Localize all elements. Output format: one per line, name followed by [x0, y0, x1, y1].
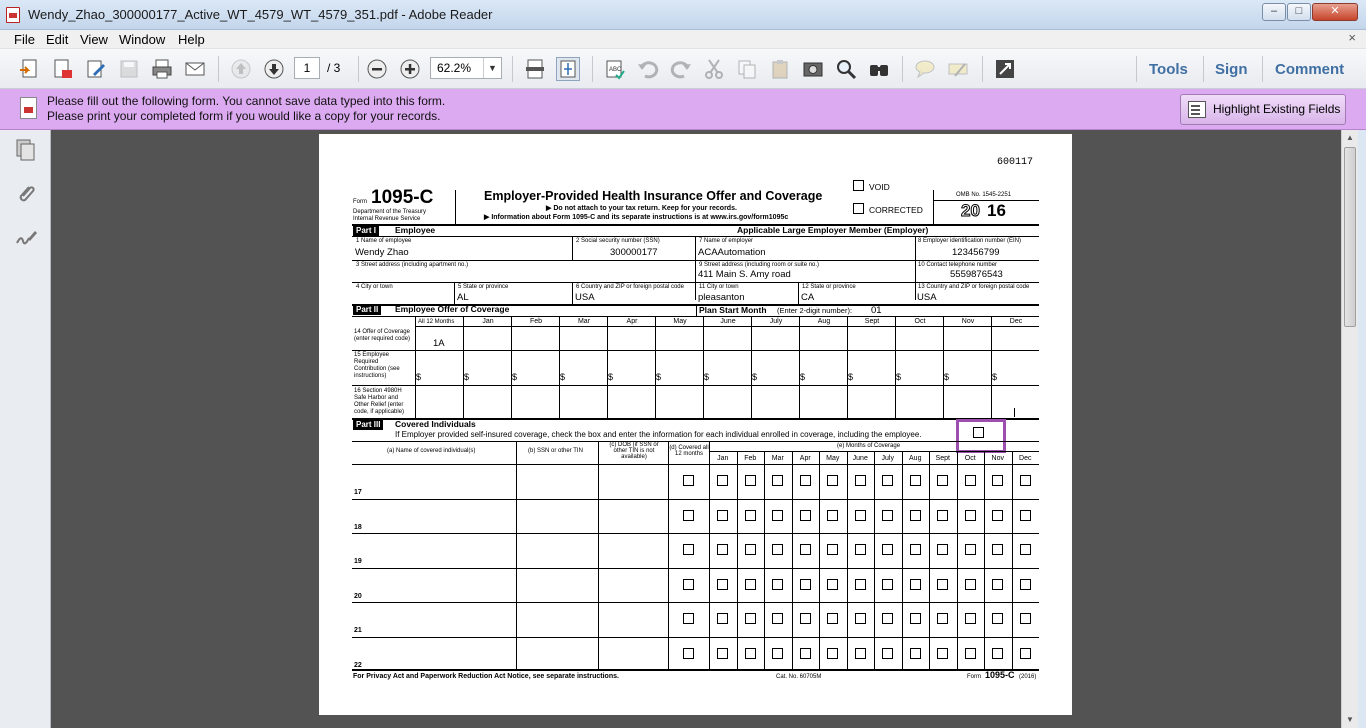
- month-checkbox-oct[interactable]: [965, 475, 976, 486]
- month-checkbox-may[interactable]: [827, 475, 838, 486]
- grid-rule: [511, 316, 512, 418]
- tools-link[interactable]: Tools: [1149, 61, 1188, 78]
- grid-rule: [799, 316, 800, 418]
- row-number: 18: [354, 524, 362, 531]
- copy-icon[interactable]: [735, 57, 759, 81]
- highlight-fields-icon: [1188, 101, 1206, 118]
- catalog-number: Cat. No. 60705M: [776, 674, 822, 680]
- month-checkbox-may[interactable]: [827, 648, 838, 659]
- month-header-aug: Aug: [817, 318, 831, 325]
- spell-check-icon[interactable]: [603, 57, 627, 81]
- state-label: 5 State or province: [458, 284, 509, 290]
- month-checkbox-jan[interactable]: [717, 544, 728, 555]
- month-checkbox-july[interactable]: [882, 613, 893, 624]
- month-header-may: May: [673, 318, 687, 325]
- footer-form-number: 1095-C: [985, 670, 1015, 680]
- row-number: 22: [354, 662, 362, 669]
- highlight-text-icon[interactable]: [946, 57, 970, 81]
- export-pdf-icon[interactable]: [51, 57, 75, 81]
- dollar-sign: $: [704, 372, 710, 382]
- next-page-icon[interactable]: [262, 57, 286, 81]
- all-12-months-header: All 12 Months: [418, 319, 455, 325]
- close-button[interactable]: ✕: [1312, 3, 1358, 21]
- month-checkbox-feb[interactable]: [745, 648, 756, 659]
- grid-rule: [352, 602, 1039, 603]
- month-checkbox-june[interactable]: [855, 544, 866, 555]
- month-checkbox-dec[interactable]: [1020, 579, 1031, 590]
- employer-state-label: 12 State or province: [802, 284, 856, 290]
- month-checkbox-mar[interactable]: [772, 648, 783, 659]
- tax-year: 16: [987, 201, 1006, 220]
- menu-bar: [0, 30, 1366, 49]
- month-checkbox-sept[interactable]: [937, 613, 948, 624]
- month-header-feb: Feb: [529, 318, 543, 325]
- full-screen-icon[interactable]: [993, 57, 1017, 81]
- grid-rule: [352, 533, 1039, 534]
- scroll-down-icon[interactable]: ▼: [1346, 715, 1354, 724]
- month-checkbox-may[interactable]: [827, 510, 838, 521]
- form-title: Employer-Provided Health Insurance Offer and Coverage: [484, 189, 823, 203]
- row-number: 20: [354, 593, 362, 600]
- signatures-icon[interactable]: [14, 226, 38, 250]
- month-checkbox-july[interactable]: [882, 648, 893, 659]
- grid-rule: [559, 316, 560, 418]
- dollar-sign: $: [752, 372, 758, 382]
- month-checkbox-june[interactable]: [855, 648, 866, 659]
- line-14-all-months-field[interactable]: 1A: [433, 338, 445, 349]
- month-checkbox-sept[interactable]: [937, 544, 948, 555]
- grid-rule: [352, 499, 1039, 500]
- form-icon: [20, 97, 37, 119]
- month-checkbox-oct[interactable]: [965, 544, 976, 555]
- part-3-label: Part III: [353, 420, 383, 430]
- row-number: 21: [354, 627, 362, 634]
- coverage-month-july: July: [881, 455, 894, 462]
- month-checkbox-june[interactable]: [855, 475, 866, 486]
- dollar-sign: $: [464, 372, 470, 382]
- paste-icon[interactable]: [768, 57, 792, 81]
- grid-rule: [463, 316, 464, 418]
- part-2-title: Employee Offer of Coverage: [395, 304, 510, 314]
- highlight-existing-fields-button[interactable]: [1180, 94, 1346, 125]
- dollar-sign: $: [896, 372, 902, 382]
- month-header-june: June: [720, 318, 736, 325]
- employer-city-label: 11 City or town: [699, 284, 739, 290]
- edit-form-icon[interactable]: [84, 57, 108, 81]
- undo-icon[interactable]: [636, 57, 660, 81]
- month-header-sept: Sept: [864, 318, 880, 325]
- all-12-months-checkbox[interactable]: [683, 544, 694, 555]
- month-header-nov: Nov: [961, 318, 975, 325]
- part-3-instructions: If Employer provided self-insured coverage, check the box and enter the information for each individual enrolled in coverage, including the employee.: [395, 430, 922, 439]
- col-a-header: (a) Name of covered individual(s): [387, 448, 476, 454]
- coverage-month-mar: Mar: [771, 455, 784, 462]
- plan-start-field[interactable]: 01: [871, 305, 882, 316]
- previous-page-icon[interactable]: [229, 57, 253, 81]
- line-15-label: 15 Employee Required Contribution (see instructions): [354, 352, 400, 379]
- grid-rule: [516, 441, 517, 669]
- employer-street-field[interactable]: 411 Main S. Amy road: [698, 269, 791, 280]
- employer-name-label: 7 Name of employer: [699, 238, 754, 244]
- month-checkbox-apr[interactable]: [800, 613, 811, 624]
- employer-name-field[interactable]: ACAAutomation: [698, 247, 766, 258]
- title-bar: [0, 0, 1366, 30]
- street-address-label: 3 Street address (including apartment no.): [356, 262, 469, 268]
- row-number: 17: [354, 489, 362, 496]
- field-cursor: [1014, 408, 1015, 417]
- close-document-icon[interactable]: ×: [1348, 30, 1356, 45]
- employer-city-field[interactable]: pleasanton: [698, 292, 745, 303]
- month-checkbox-may[interactable]: [827, 613, 838, 624]
- void-checkbox[interactable]: [853, 180, 864, 191]
- footer-privacy-notice: For Privacy Act and Paperwork Reduction Act Notice, see separate instructions.: [353, 673, 619, 680]
- month-checkbox-june[interactable]: [855, 613, 866, 624]
- month-checkbox-mar[interactable]: [772, 544, 783, 555]
- dollar-sign: $: [656, 372, 662, 382]
- menu-file[interactable]: File: [14, 32, 35, 47]
- grid-rule: [751, 316, 752, 418]
- find-icon[interactable]: [834, 57, 858, 81]
- fit-width-icon[interactable]: [523, 57, 547, 81]
- email-icon[interactable]: [183, 57, 207, 81]
- month-checkbox-jan[interactable]: [717, 648, 728, 659]
- maximize-button[interactable]: □: [1287, 3, 1311, 21]
- dollar-sign: $: [512, 372, 518, 382]
- month-checkbox-dec[interactable]: [1020, 510, 1031, 521]
- month-checkbox-aug[interactable]: [910, 648, 921, 659]
- grid-rule: [668, 441, 669, 669]
- line-16-label: 16 Section 4980H Safe Harbor and Other Relief (enter code, if applicable): [354, 388, 405, 415]
- dept-line-2: Internal Revenue Service: [353, 216, 421, 222]
- month-checkbox-jan[interactable]: [717, 510, 728, 521]
- month-checkbox-feb[interactable]: [745, 510, 756, 521]
- month-checkbox-nov[interactable]: [992, 613, 1003, 624]
- grid-rule: [943, 316, 944, 418]
- grid-rule: [655, 316, 656, 418]
- ssn-label: 2 Social security number (SSN): [576, 238, 660, 244]
- col-c-header: (c) DOB (if SSN or other TIN is not available): [609, 442, 659, 460]
- month-checkbox-july[interactable]: [882, 475, 893, 486]
- void-label: VOID: [869, 182, 890, 192]
- dollar-sign: $: [416, 372, 422, 382]
- menu-view[interactable]: View: [80, 32, 108, 47]
- month-checkbox-sept[interactable]: [937, 648, 948, 659]
- month-header-dec: Dec: [1009, 318, 1023, 325]
- month-checkbox-may[interactable]: [827, 579, 838, 590]
- phone-field[interactable]: 5559876543: [950, 269, 1003, 280]
- omb-number: OMB No. 1545-2251: [956, 192, 1012, 198]
- coverage-month-june: June: [852, 455, 868, 462]
- footer-form-label: Form: [967, 674, 981, 680]
- self-insured-checkbox-highlight: [956, 419, 1006, 453]
- form-code: 600117: [997, 157, 1034, 168]
- month-checkbox-oct[interactable]: [965, 613, 976, 624]
- grid-rule: [352, 464, 1039, 465]
- ein-field[interactable]: 123456799: [952, 247, 1000, 258]
- month-checkbox-apr[interactable]: [800, 544, 811, 555]
- dollar-sign: $: [848, 372, 854, 382]
- month-checkbox-june[interactable]: [855, 579, 866, 590]
- navigation-panel: [0, 130, 51, 728]
- month-checkbox-apr[interactable]: [800, 648, 811, 659]
- month-checkbox-dec[interactable]: [1020, 648, 1031, 659]
- grid-rule: [415, 316, 416, 418]
- month-checkbox-jan[interactable]: [717, 613, 728, 624]
- window-title: Wendy_Zhao_300000177_Active_WT_4579_WT_4579_351.pdf - Adobe Reader: [28, 7, 493, 22]
- ssn-field[interactable]: 300000177: [610, 247, 658, 258]
- zoom-out-icon[interactable]: [365, 57, 389, 81]
- vertical-scrollbar[interactable]: [1341, 130, 1358, 728]
- coverage-month-dec: Dec: [1019, 455, 1032, 462]
- col-e-header: (e) Months of Coverage: [837, 443, 901, 449]
- zoom-in-icon[interactable]: [398, 57, 422, 81]
- grid-rule: [352, 637, 1039, 638]
- form-label: Form: [353, 199, 367, 205]
- svg-text:ABC: ABC: [609, 67, 622, 73]
- month-checkbox-july[interactable]: [882, 510, 893, 521]
- month-checkbox-aug[interactable]: [910, 510, 921, 521]
- month-checkbox-mar[interactable]: [772, 579, 783, 590]
- month-checkbox-dec[interactable]: [1020, 544, 1031, 555]
- coverage-month-nov: Nov: [991, 455, 1004, 462]
- month-checkbox-nov[interactable]: [992, 544, 1003, 555]
- redo-icon[interactable]: [669, 57, 693, 81]
- pdf-page: [319, 134, 1072, 715]
- part-1-label: Part I: [353, 226, 379, 236]
- month-checkbox-sept[interactable]: [937, 579, 948, 590]
- month-checkbox-feb[interactable]: [745, 579, 756, 590]
- form-notice-bar: [0, 89, 1366, 130]
- highlight-button-label: Highlight Existing Fields: [1213, 102, 1341, 116]
- chevron-down-icon[interactable]: ▼: [483, 58, 501, 78]
- part-3-title: Covered Individuals: [395, 419, 476, 429]
- page-number-input[interactable]: 1: [294, 57, 320, 79]
- state-field[interactable]: AL: [457, 292, 469, 303]
- sign-link[interactable]: Sign: [1215, 61, 1248, 78]
- grid-rule: [598, 441, 599, 669]
- month-checkbox-mar[interactable]: [772, 510, 783, 521]
- month-checkbox-oct[interactable]: [965, 648, 976, 659]
- employer-section-title: Applicable Large Employer Member (Employer): [737, 225, 929, 235]
- month-checkbox-mar[interactable]: [772, 613, 783, 624]
- month-checkbox-jan[interactable]: [717, 475, 728, 486]
- grid-rule: [991, 316, 992, 418]
- part-2-label: Part II: [353, 305, 381, 315]
- month-checkbox-aug[interactable]: [910, 475, 921, 486]
- zoom-select[interactable]: [430, 57, 502, 79]
- month-checkbox-oct[interactable]: [965, 579, 976, 590]
- all-12-months-checkbox[interactable]: [683, 475, 694, 486]
- save-icon[interactable]: [117, 57, 141, 81]
- menu-edit[interactable]: Edit: [46, 32, 69, 47]
- attachments-icon[interactable]: [14, 182, 38, 206]
- month-checkbox-apr[interactable]: [800, 579, 811, 590]
- month-checkbox-nov[interactable]: [992, 579, 1003, 590]
- employee-name-field[interactable]: Wendy Zhao: [355, 247, 409, 258]
- month-checkbox-sept[interactable]: [937, 475, 948, 486]
- corrected-label: CORRECTED: [869, 205, 923, 215]
- all-12-months-checkbox[interactable]: [683, 613, 694, 624]
- all-12-months-checkbox[interactable]: [683, 648, 694, 659]
- month-header-apr: Apr: [626, 318, 638, 325]
- fit-page-icon[interactable]: [556, 57, 580, 81]
- dollar-sign: $: [608, 372, 614, 382]
- month-checkbox-mar[interactable]: [772, 475, 783, 486]
- month-checkbox-nov[interactable]: [992, 648, 1003, 659]
- form-subtitle-1: ▶ Do not attach to your tax return. Keep for your records.: [546, 205, 737, 212]
- month-checkbox-aug[interactable]: [910, 613, 921, 624]
- create-pdf-icon[interactable]: [18, 57, 42, 81]
- month-checkbox-jan[interactable]: [717, 579, 728, 590]
- scroll-up-icon[interactable]: ▲: [1346, 133, 1354, 142]
- month-checkbox-dec[interactable]: [1020, 613, 1031, 624]
- employee-name-label: 1 Name of employee: [356, 238, 412, 244]
- month-checkbox-dec[interactable]: [1020, 475, 1031, 486]
- employer-country-label: 13 Country and ZIP or foreign postal code: [918, 284, 1030, 290]
- coverage-month-may: May: [826, 455, 840, 462]
- print-icon[interactable]: [150, 57, 174, 81]
- plan-start-hint: (Enter 2-digit number):: [777, 306, 853, 315]
- dept-line-1: Department of the Treasury: [353, 209, 427, 215]
- all-12-months-checkbox[interactable]: [683, 510, 694, 521]
- dollar-sign: $: [992, 372, 998, 382]
- part-1-title: Employee: [395, 225, 436, 235]
- coverage-month-oct: Oct: [964, 455, 976, 462]
- grid-rule: [352, 385, 1039, 386]
- snapshot-icon[interactable]: [801, 57, 825, 81]
- menu-help[interactable]: Help: [178, 32, 205, 47]
- month-checkbox-aug[interactable]: [910, 544, 921, 555]
- employer-street-label: 9 Street address (including room or suite no.): [699, 262, 820, 268]
- country-zip-label: 6 Country and ZIP or foreign postal code: [576, 284, 684, 290]
- month-checkbox-sept[interactable]: [937, 510, 948, 521]
- advanced-search-icon[interactable]: [867, 57, 891, 81]
- coverage-month-aug: Aug: [909, 455, 922, 462]
- comment-link[interactable]: Comment: [1275, 61, 1345, 78]
- menu-window[interactable]: Window: [119, 32, 166, 47]
- dollar-sign: $: [944, 372, 950, 382]
- month-checkbox-apr[interactable]: [800, 475, 811, 486]
- month-checkbox-feb[interactable]: [745, 613, 756, 624]
- window-border: [1358, 130, 1366, 728]
- form-notice-text: [47, 94, 445, 124]
- coverage-month-jan: Jan: [717, 455, 729, 462]
- grid-rule: [352, 568, 1039, 569]
- sticky-note-icon[interactable]: [913, 57, 937, 81]
- month-checkbox-july[interactable]: [882, 579, 893, 590]
- month-checkbox-oct[interactable]: [965, 510, 976, 521]
- country-zip-field[interactable]: USA: [575, 292, 595, 303]
- line-14-label: 14 Offer of Coverage (enter required code): [354, 329, 411, 342]
- form-subtitle-2: ▶ Information about Form 1095-C and its separate instructions is at www.irs.gov/form1095c: [484, 214, 789, 221]
- coverage-month-apr: Apr: [799, 455, 811, 462]
- employer-country-field[interactable]: USA: [917, 292, 937, 303]
- city-label: 4 City or town: [356, 284, 393, 290]
- month-checkbox-feb[interactable]: [745, 475, 756, 486]
- grid-rule: [847, 316, 848, 418]
- row-number: 19: [354, 558, 362, 565]
- month-header-mar: Mar: [577, 318, 591, 325]
- month-header-jan: Jan: [482, 318, 494, 325]
- grid-rule: [415, 326, 1039, 327]
- phone-label: 10 Contact telephone number: [918, 262, 998, 268]
- grid-rule: [895, 316, 896, 418]
- form-number: 1095-C: [371, 187, 434, 208]
- cut-icon[interactable]: [702, 57, 726, 81]
- month-header-july: July: [769, 318, 783, 325]
- col-b-header: (b) SSN or other TIN: [528, 448, 583, 454]
- month-header-oct: Oct: [914, 318, 926, 325]
- dollar-sign: $: [800, 372, 806, 382]
- dollar-sign: $: [560, 372, 566, 382]
- coverage-month-sept: Sept: [935, 455, 950, 462]
- month-checkbox-aug[interactable]: [910, 579, 921, 590]
- month-checkbox-feb[interactable]: [745, 544, 756, 555]
- notice-line-1: Please fill out the following form. You cannot save data typed into this form.: [47, 94, 446, 108]
- notice-line-2: Please print your completed form if you would like a copy for your records.: [47, 109, 441, 123]
- plan-start-label: Plan Start Month: [699, 305, 767, 315]
- adobe-reader-icon: [6, 7, 20, 23]
- footer-year: (2016): [1019, 674, 1037, 680]
- grid-rule: [607, 316, 608, 418]
- month-checkbox-june[interactable]: [855, 510, 866, 521]
- zoom-value: 62.2%: [437, 61, 472, 75]
- ein-label: 8 Employer identification number (EIN): [918, 238, 1022, 244]
- employer-state-field[interactable]: CA: [801, 292, 815, 303]
- grid-rule: [703, 316, 704, 418]
- month-checkbox-nov[interactable]: [992, 510, 1003, 521]
- minimize-button[interactable]: ‒: [1262, 3, 1286, 21]
- page-total: / 3: [327, 61, 341, 75]
- page-thumbnails-icon[interactable]: [14, 138, 38, 162]
- col-d-header: (d) Covered all 12 months: [669, 445, 709, 457]
- corrected-checkbox[interactable]: [853, 203, 864, 214]
- coverage-month-feb: Feb: [744, 455, 757, 462]
- grid-rule: [352, 350, 1039, 351]
- scrollbar-thumb[interactable]: [1344, 147, 1356, 327]
- month-checkbox-nov[interactable]: [992, 475, 1003, 486]
- all-12-months-checkbox[interactable]: [683, 579, 694, 590]
- month-checkbox-apr[interactable]: [800, 510, 811, 521]
- month-checkbox-may[interactable]: [827, 544, 838, 555]
- month-checkbox-july[interactable]: [882, 544, 893, 555]
- tax-year-outline: 20: [961, 201, 980, 220]
